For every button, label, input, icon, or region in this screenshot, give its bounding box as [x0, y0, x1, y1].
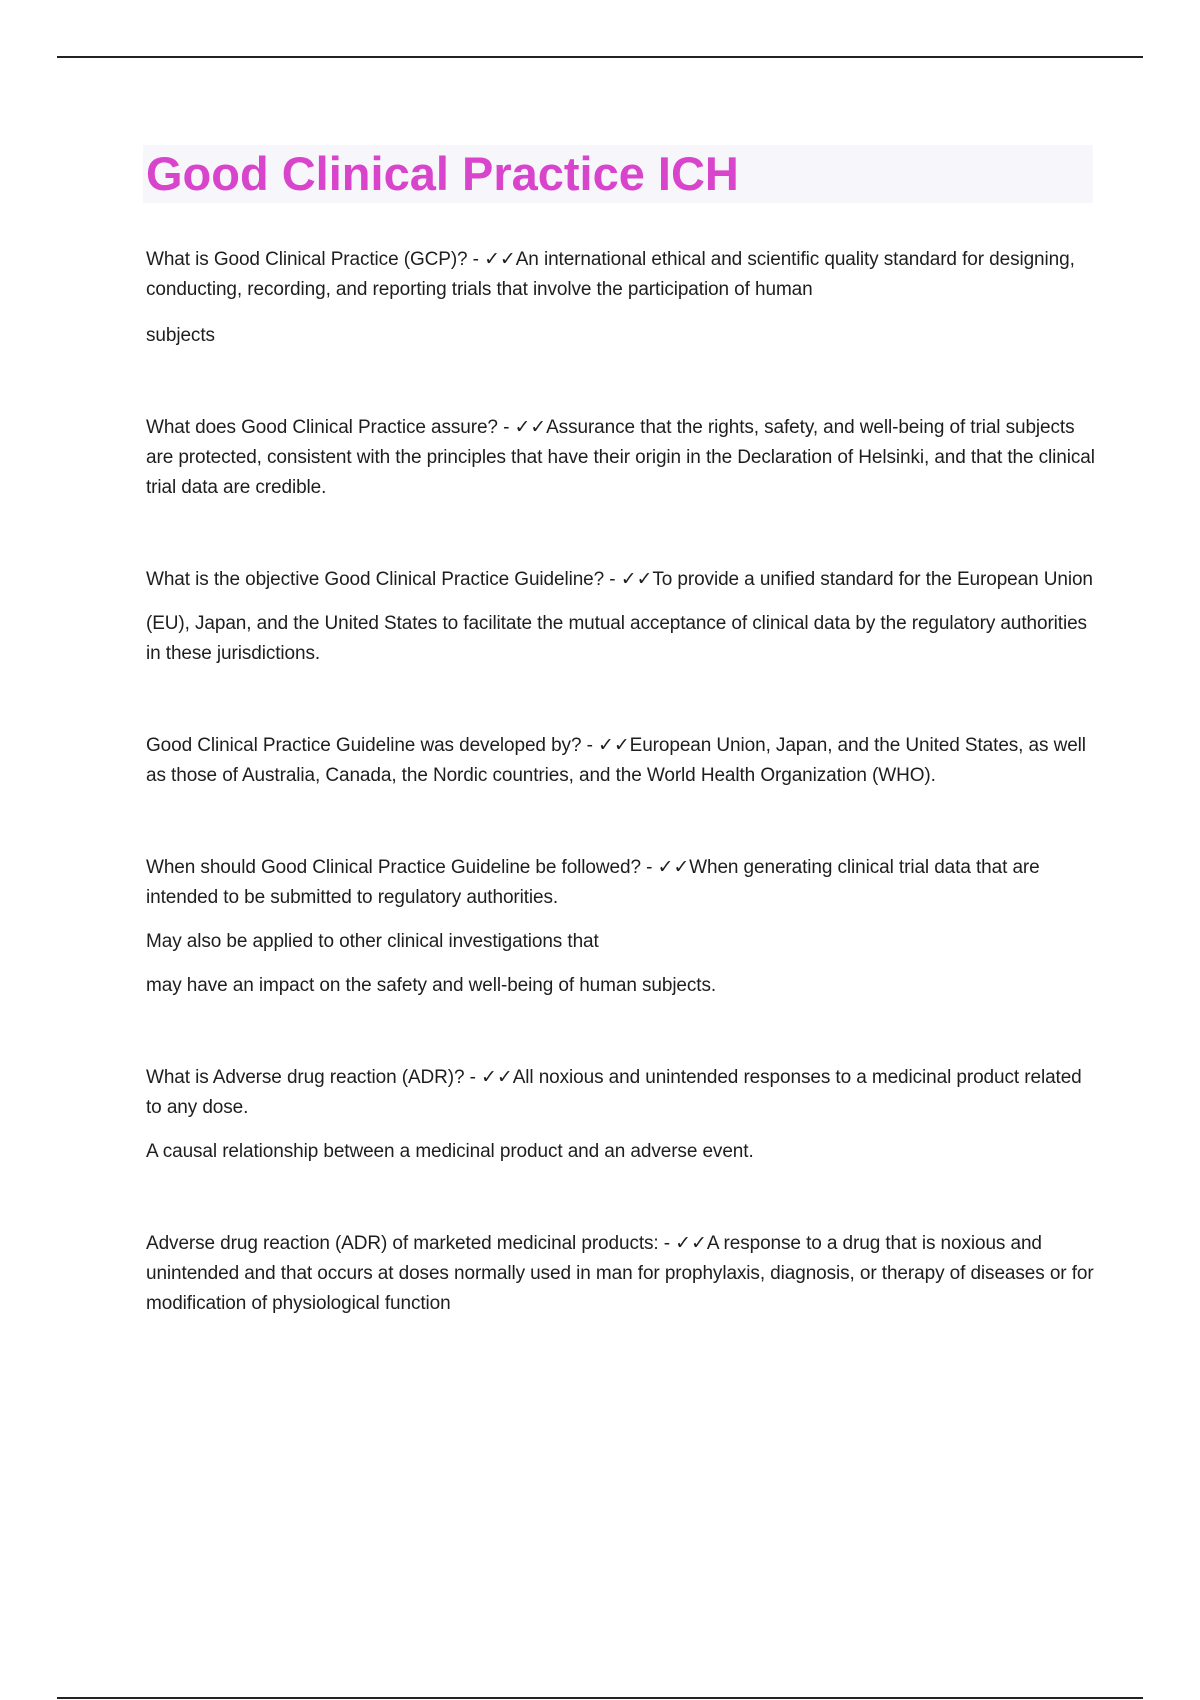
- qa-entry-gcp-when-followed: [146, 853, 1096, 1001]
- bottom-rule: [57, 1697, 1143, 1699]
- qa-paragraph: When should Good Clinical Practice Guideline be followed? - ✓✓When generating clinical trial data that are intended to be submitted to regulatory authorities.: [146, 857, 1040, 908]
- qa-entry-adr-definition: [146, 1063, 1096, 1167]
- qa-paragraph: May also be applied to other clinical investigations that: [146, 931, 599, 952]
- qa-paragraph: subjects: [146, 325, 215, 346]
- qa-paragraph: What is the objective Good Clinical Practice Guideline? - ✓✓To provide a unified standard for the European Union: [146, 569, 1093, 590]
- qa-paragraph: Good Clinical Practice Guideline was developed by? - ✓✓European Union, Japan, and the United States, as well as those of Australia, Canada, the Nordic countries, and the World Health Organization (WHO).: [146, 735, 1086, 786]
- qa-paragraph: What is Adverse drug reaction (ADR)? - ✓✓All noxious and unintended responses to a medicinal product related to any dose.: [146, 1067, 1082, 1118]
- qa-paragraph: Adverse drug reaction (ADR) of marketed medicinal products: - ✓✓A response to a drug that is noxious and unintended and that occurs at doses normally used in man for prophylaxis, diagnosis, or therapy of diseases or for modification of physiological function: [146, 1233, 1094, 1314]
- document-title: Good Clinical Practice ICH: [146, 147, 739, 200]
- qa-entry-gcp-developers: [146, 731, 1096, 791]
- qa-entry-gcp-assurance: [146, 413, 1096, 503]
- qa-entry-gcp-definition: [146, 245, 1096, 351]
- qa-paragraph: A causal relationship between a medicinal product and an adverse event.: [146, 1141, 754, 1162]
- document-body: [146, 245, 1096, 1319]
- top-rule: [57, 56, 1143, 58]
- qa-paragraph: What does Good Clinical Practice assure? - ✓✓Assurance that the rights, safety, and well-being of trial subjects are protected, consistent with the principles that have their origin in the Declaration of Helsinki, and that the clinical trial data are credible.: [146, 417, 1095, 498]
- qa-entry-adr-marketed: [146, 1229, 1096, 1319]
- qa-entry-gcp-objective: [146, 565, 1096, 669]
- qa-paragraph: (EU), Japan, and the United States to facilitate the mutual acceptance of clinical data by the regulatory authorities in these jurisdictions.: [146, 613, 1087, 664]
- qa-paragraph: may have an impact on the safety and well-being of human subjects.: [146, 975, 717, 996]
- qa-paragraph: What is Good Clinical Practice (GCP)? - ✓✓An international ethical and scientific quality standard for designing, conducting, recording, and reporting trials that involve the participation of human: [146, 249, 1075, 300]
